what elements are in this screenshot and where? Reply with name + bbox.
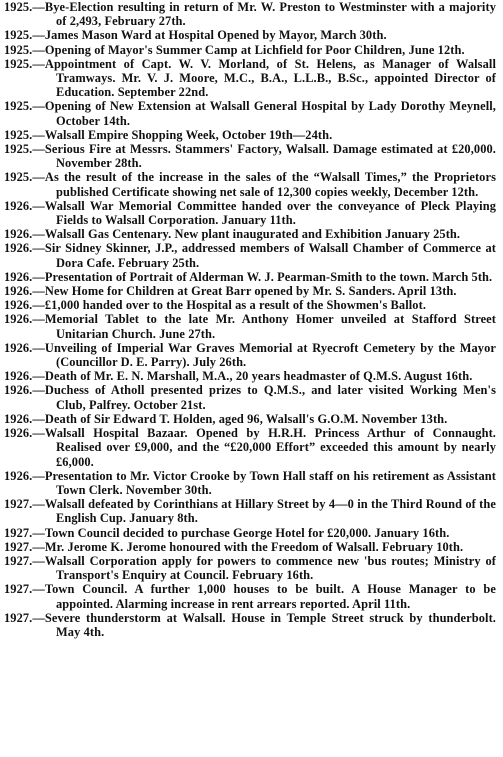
entry-text: Death of Mr. E. N. Marshall, M.A., 20 years headmaster of Q.M.S. August 16th. bbox=[44, 369, 473, 384]
entry-year: 1925. bbox=[4, 142, 33, 157]
chronology-entry: 1926.—Death of Mr. E. N. Marshall, M.A., 20 years headmaster of Q.M.S. August 16th. bbox=[4, 369, 473, 384]
chronology-entry: 1926.—Sir Sidney Skinner, J.P., addressed members of Walsall Chamber of Commerce at Dora Cafe. February 25th. bbox=[4, 241, 496, 270]
entry-year: 1926. bbox=[4, 198, 33, 213]
entry-year: 1926. bbox=[4, 468, 33, 483]
entry-year: 1926. bbox=[4, 312, 33, 327]
entry-year: 1926. bbox=[4, 426, 33, 441]
chronology-entry: 1926.—New Home for Children at Great Barr opened by Mr. S. Sanders. April 13th. bbox=[4, 284, 457, 299]
chronology-entry: 1925.—As the result of the increase in the sales of the “Walsall Times,” the Proprietors published Certificate showing net sale of 12,300 copies weekly, December 12th. bbox=[4, 170, 496, 199]
chronology-entry: 1925.—Bye-Election resulting in return of Mr. W. Preston to Westminster with a majority of 2,493, February 27th. bbox=[4, 0, 496, 29]
entry-year: 1925. bbox=[4, 0, 33, 14]
entry-year: 1926. bbox=[4, 241, 33, 256]
entry-text: Memorial Tablet to the late Mr. Anthony Homer unveiled at Stafford Street Unitarian Church. June 27th. bbox=[44, 312, 496, 341]
entry-text: Town Council. A further 1,000 houses to be built. A House Manager to be appointed. Alarming increase in rent arrears reported. April 11th. bbox=[44, 582, 496, 611]
entry-year: 1926. bbox=[4, 369, 33, 384]
chronology-entry: 1926.—Presentation to Mr. Victor Crooke by Town Hall staff on his retirement as Assistant Town Clerk. November 30th. bbox=[4, 468, 496, 497]
entry-year: 1926. bbox=[4, 411, 33, 426]
entry-text: Walsall Empire Shopping Week, October 19th—24th. bbox=[44, 127, 333, 142]
entry-text: Mr. Jerome K. Jerome honoured with the Freedom of Walsall. February 10th. bbox=[44, 539, 464, 554]
entry-year: 1925. bbox=[4, 42, 33, 57]
entry-text: Appointment of Capt. W. V. Morland, of St. Helens, as Manager of Walsall Tramways. Mr. V. J. Moore, M.C., B.A., L.L.B., B.Sc., appointed Director of Education. September 22nd. bbox=[44, 56, 496, 100]
entry-year: 1927. bbox=[4, 497, 33, 512]
chronology-entry: 1926.—Death of Sir Edward T. Holden, aged 96, Walsall's G.O.M. November 13th. bbox=[4, 411, 448, 426]
entry-year: 1926. bbox=[4, 298, 33, 313]
chronology-entry: 1926.—Unveiling of Imperial War Graves Memorial at Ryecroft Cemetery by the Mayor (Councillor D. E. Parry). July 26th. bbox=[4, 340, 496, 370]
chronology-entry: 1926.—Walsall War Memorial Committee handed over the conveyance of Pleck Playing Fields to Walsall Corporation. January 11th. bbox=[4, 198, 496, 228]
entry-text: Walsall Corporation apply for powers to commence new 'bus routes; Ministry of Transport's Enquiry at Council. February 16th. bbox=[44, 553, 496, 583]
chronology-page bbox=[4, 0, 496, 639]
chronology-entry: 1926.—Memorial Tablet to the late Mr. Anthony Homer unveiled at Stafford Street Unitarian Church. June 27th. bbox=[4, 312, 496, 341]
entry-year: 1925. bbox=[4, 99, 33, 114]
chronology-entry: 1926.—Presentation of Portrait of Alderman W. J. Pearman-Smith to the town. March 5th. bbox=[4, 269, 493, 284]
chronology-entry: 1925.—Opening of Mayor's Summer Camp at Lichfield for Poor Children, June 12th. bbox=[4, 42, 465, 57]
entry-text: Town Council decided to purchase George Hotel for £20,000. January 16th. bbox=[44, 525, 450, 540]
chronology-entry: 1926.—£1,000 handed over to the Hospital as a result of the Showmen's Ballot. bbox=[4, 298, 427, 313]
entry-text: Duchess of Atholl presented prizes to Q.M.S., and later visited Working Men's Club, Palfrey. October 21st. bbox=[44, 383, 496, 412]
chronology-entry: 1927.—Severe thunderstorm at Walsall. House in Temple Street struck by thunderbolt. May 4th. bbox=[4, 610, 496, 639]
entry-year: 1927. bbox=[4, 525, 33, 540]
entry-year: 1927. bbox=[4, 610, 33, 625]
chronology-entry: 1927.—Town Council decided to purchase George Hotel for £20,000. January 16th. bbox=[4, 525, 450, 540]
chronology-entry: 1926.—Duchess of Atholl presented prizes to Q.M.S., and later visited Working Men's Club, Palfrey. October 21st. bbox=[4, 383, 496, 412]
entry-year: 1925. bbox=[4, 28, 33, 43]
entry-year: 1926. bbox=[4, 227, 33, 242]
entry-year: 1926. bbox=[4, 269, 33, 284]
entry-text: Opening of Mayor's Summer Camp at Lichfield for Poor Children, June 12th. bbox=[44, 42, 465, 57]
entry-text: James Mason Ward at Hospital Opened by Mayor, March 30th. bbox=[44, 28, 387, 43]
chronology-entry: 1925.—Walsall Empire Shopping Week, October 19th—24th. bbox=[4, 127, 333, 142]
entry-year: 1926. bbox=[4, 340, 33, 355]
entry-text: Severe thunderstorm at Walsall. House in Temple Street struck by thunderbolt. May 4th. bbox=[44, 610, 496, 639]
entry-text: £1,000 handed over to the Hospital as a result of the Showmen's Ballot. bbox=[44, 298, 427, 313]
chronology-entry: 1925.—Appointment of Capt. W. V. Morland, of St. Helens, as Manager of Walsall Tramways. Mr. V. J. Moore, M.C., B.A., L.L.B., B.Sc., appointed Director of Education. September 22nd. bbox=[4, 56, 496, 100]
entry-text: Bye-Election resulting in return of Mr. W. Preston to Westminster with a majority of 2,493, February 27th. bbox=[44, 0, 496, 29]
entry-text: Opening of New Extension at Walsall General Hospital by Lady Dorothy Meynell, October 14th. bbox=[44, 99, 496, 128]
chronology-entry: 1926.—Walsall Gas Centenary. New plant inaugurated and Exhibition January 25th. bbox=[4, 227, 461, 242]
entry-year: 1925. bbox=[4, 127, 33, 142]
chronology-entry: 1927.—Mr. Jerome K. Jerome honoured with the Freedom of Walsall. February 10th. bbox=[4, 539, 464, 554]
chronology-entry: 1927.—Walsall defeated by Corinthians at Hillary Street by 4—0 in the Third Round of the English Cup. January 8th. bbox=[4, 497, 496, 526]
entry-text: Walsall defeated by Corinthians at Hillary Street by 4—0 in the Third Round of the English Cup. January 8th. bbox=[44, 497, 496, 526]
entry-text: Death of Sir Edward T. Holden, aged 96, Walsall's G.O.M. November 13th. bbox=[44, 411, 448, 426]
entry-year: 1925. bbox=[4, 56, 33, 71]
entry-text: Presentation to Mr. Victor Crooke by Town Hall staff on his retirement as Assistant Town Clerk. November 30th. bbox=[44, 468, 496, 497]
entry-text: Walsall Gas Centenary. New plant inaugurated and Exhibition January 25th. bbox=[44, 227, 461, 242]
chronology-entry: 1926.—Walsall Hospital Bazaar. Opened by H.R.H. Princess Arthur of Connaught. Realised over £9,000, and the “£20,000 Effort” exceeded this amount by nearly £6,000. bbox=[4, 426, 496, 469]
entry-text: Unveiling of Imperial War Graves Memorial at Ryecroft Cemetery by the Mayor (Councillor D. E. Parry). July 26th. bbox=[44, 340, 496, 370]
entry-year: 1926. bbox=[4, 284, 33, 299]
entry-text: Walsall War Memorial Committee handed over the conveyance of Pleck Playing Fields to Walsall Corporation. January 11th. bbox=[44, 198, 496, 228]
entry-year: 1927. bbox=[4, 539, 33, 554]
chronology-entry: 1925.—James Mason Ward at Hospital Opened by Mayor, March 30th. bbox=[4, 28, 387, 43]
chronology-entry: 1925.—Opening of New Extension at Walsall General Hospital by Lady Dorothy Meynell, October 14th. bbox=[4, 99, 496, 128]
chronology-entry: 1925.—Serious Fire at Messrs. Stammers' Factory, Walsall. Damage estimated at £20,000. November 28th. bbox=[4, 142, 496, 171]
entry-text: Walsall Hospital Bazaar. Opened by H.R.H. Princess Arthur of Connaught. Realised over £9,000, and the “£20,000 Effort” exceeded this amount by nearly £6,000. bbox=[44, 426, 496, 469]
entry-text: Sir Sidney Skinner, J.P., addressed members of Walsall Chamber of Commerce at Dora Cafe. February 25th. bbox=[44, 241, 496, 270]
chronology-entry: 1927.—Town Council. A further 1,000 houses to be built. A House Manager to be appointed. Alarming increase in rent arrears reported. April 11th. bbox=[4, 582, 496, 611]
entry-text: New Home for Children at Great Barr opened by Mr. S. Sanders. April 13th. bbox=[44, 284, 457, 299]
entry-year: 1926. bbox=[4, 383, 33, 398]
entry-year: 1925. bbox=[4, 170, 33, 185]
entry-year: 1927. bbox=[4, 582, 33, 597]
entry-text: Serious Fire at Messrs. Stammers' Factory, Walsall. Damage estimated at £20,000. November 28th. bbox=[44, 142, 496, 171]
entry-year: 1927. bbox=[4, 553, 33, 568]
chronology-entry: 1927.—Walsall Corporation apply for powers to commence new 'bus routes; Ministry of Transport's Enquiry at Council. February 16th. bbox=[4, 553, 496, 583]
entry-text: As the result of the increase in the sales of the “Walsall Times,” the Proprietors published Certificate showing net sale of 12,300 copies weekly, December 12th. bbox=[44, 170, 496, 199]
entry-text: Presentation of Portrait of Alderman W. J. Pearman-Smith to the town. March 5th. bbox=[44, 269, 493, 284]
